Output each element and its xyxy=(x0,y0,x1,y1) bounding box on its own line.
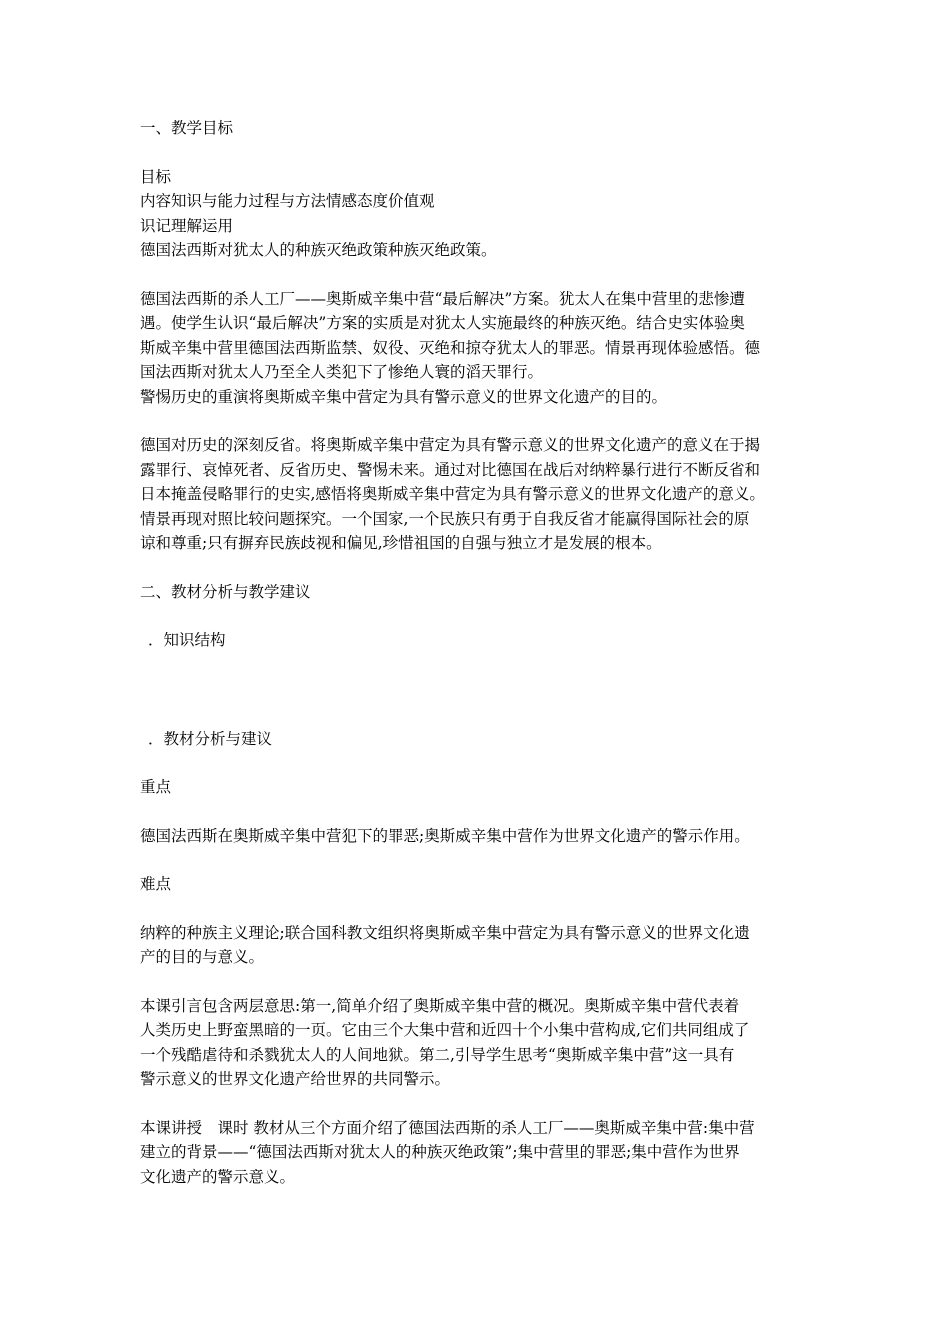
paragraph-line: 德国法西斯的杀人工厂——奥斯威辛集中营“最后解决”方案。犹太人在集中营里的悲惨遭 xyxy=(140,289,745,308)
paragraph-line: 本课引言包含两层意思:第一,简单介绍了奥斯威辛集中营的概况。奥斯威辛集中营代表着 xyxy=(140,996,740,1015)
paragraph-line: 遇。使学生认识“最后解决”方案的实质是对犹太人实施最终的种族灭绝。结合史实体验奥 xyxy=(140,314,745,332)
section-heading-textbook-analysis: 二、教材分析与教学建议 xyxy=(140,582,311,601)
section-heading-teaching-objectives: 一、教学目标 xyxy=(140,119,234,137)
intro-paragraph xyxy=(140,994,820,1092)
objectives-table-text xyxy=(140,165,820,263)
document-body xyxy=(140,116,820,1189)
paragraph-line: 产的目的与意义。 xyxy=(140,948,265,966)
paragraph-line: 谅和尊重;只有摒弃民族歧视和偏见,珍惜祖国的自强与独立才是发展的根本。 xyxy=(140,534,662,552)
paragraph-line: 国法西斯对犹太人乃至全人类犯下了惨绝人寰的滔天罪行。 xyxy=(140,363,544,381)
paragraph-line: 警示意义的世界文化遗产给世界的共同警示。 xyxy=(140,1070,451,1088)
paragraph-line: 日本掩盖侵略罪行的史实,感悟将奥斯威辛集中营定为具有警示意义的世界文化遗产的意义。 xyxy=(140,485,765,503)
key-point-label: 重点 xyxy=(140,778,172,796)
paragraph-line: 斯威辛集中营里德国法西斯监禁、奴役、灭绝和掠夺犹太人的罪恶。情景再现体验感悟。德 xyxy=(140,338,761,357)
objectives-content-line: 德国法西斯对犹太人的种族灭绝政策种族灭绝政策。 xyxy=(140,241,497,259)
subheading-analysis-suggestions: ．教材分析与建议 xyxy=(148,729,273,748)
paragraph-line: 露罪行、哀悼死者、反省历史、警惕未来。通过对比德国在战后对纳粹暴行进行不断反省和 xyxy=(140,460,761,479)
objectives-paragraph-2 xyxy=(140,433,820,556)
objectives-levels-line: 识记理解运用 xyxy=(140,216,234,235)
objectives-columns-line: 内容知识与能力过程与方法情感态度价值观 xyxy=(140,192,435,210)
subheading-knowledge-structure: ．知识结构 xyxy=(148,631,226,649)
paragraph-line: 一个残酷虐待和杀戮犹太人的人间地狱。第二,引导学生思考“奥斯威辛集中营”这一具有 xyxy=(140,1045,735,1064)
objectives-paragraph-1 xyxy=(140,287,820,410)
paragraph-line: 情景再现对照比较问题探究。一个国家,一个民族只有勇于自我反省才能赢得国际社会的原 xyxy=(140,509,750,528)
paragraph-line: 德国对历史的深刻反省。将奥斯威辛集中营定为具有警示意义的世界文化遗产的意义在于揭 xyxy=(140,436,761,454)
difficulty-label: 难点 xyxy=(140,875,172,893)
paragraph-line: 文化遗产的警示意义。 xyxy=(140,1167,296,1186)
paragraph-line: 警惕历史的重演将奥斯威辛集中营定为具有警示意义的世界文化遗产的目的。 xyxy=(140,387,668,406)
paragraph-line: 建立的背景——“德国法西斯对犹太人的种族灭绝政策”;集中营里的罪恶;集中营作为世界 xyxy=(140,1143,740,1161)
key-point-text: 德国法西斯在奥斯威辛集中营犯下的罪恶;奥斯威辛集中营作为世界文化遗产的警示作用。 xyxy=(140,826,750,845)
paragraph-line: 本课讲授 课时 教材从三个方面介绍了德国法西斯的杀人工厂——奥斯威辛集中营:集中营 xyxy=(140,1118,755,1137)
objectives-label: 目标 xyxy=(140,167,172,186)
difficulty-text xyxy=(140,921,820,970)
paragraph-line: 人类历史上野蛮黑暗的一页。它由三个大集中营和近四十个小集中营构成,它们共同组成了 xyxy=(140,1021,750,1039)
paragraph-line: 纳粹的种族主义理论;联合国科教文组织将奥斯威辛集中营定为具有警示意义的世界文化遗 xyxy=(140,923,750,942)
lesson-paragraph xyxy=(140,1116,820,1190)
